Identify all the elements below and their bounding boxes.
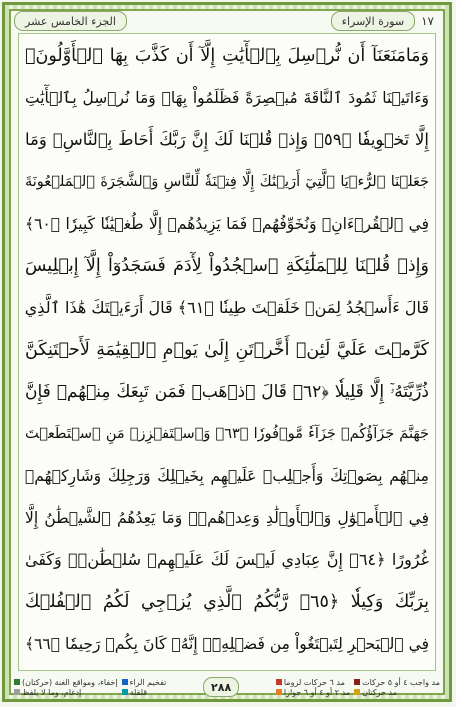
tajweed-legend-left-2 [122,678,167,697]
legend-label: مد ٢ أو ٤ أو ٦ جوازا [283,687,351,697]
color-swatch [276,679,282,685]
legend-label: تفخيم الراء [129,677,167,687]
legend-label: إدغام، وما لا يلفظ [22,687,82,697]
text-line: كَرَّمۡتَ عَلَيَّ لَئِنۡ أَخَّرۡتَنِ إِلَىٰ يَوۡمِ ٱلۡقِيَٰمَةِ لَأَحۡتَنِكَنَّ [25,340,429,360]
text-line: غُرُورًا ﴿٦٤﴾ إِنَّ عِبَادِي لَيۡسَ لَكَ عَلَيۡهِمۡ سُلۡطَٰنٞۚ وَكَفَىٰ [25,550,429,569]
juz-label: الجزء الخامس عشر [14,11,127,31]
legend-label: إخفاء، ومواقع الغنة (حركتان) [22,677,118,687]
text-line: وَءَاتَيۡنَا ثَمُودَ ٱلنَّاقَةَ مُبۡصِرَةً فَظَلَمُواْ بِهَاۚ وَمَا نُرۡسِلُ بِٱلۡأٓيَٰتِ [25,89,429,107]
text-line: فِي ٱلۡأَمۡوَٰلِ وَٱلۡأَوۡلَٰدِ وَعِدۡهُمۡۚ وَمَا يَعِدُهُمُ ٱلشَّيۡطَٰنُ إِلَّا [25,509,429,527]
text-line: وَمَامَنَعَنَآ أَن نُّرۡسِلَ بِٱلۡأٓيَٰتِ إِلَّآ أَن كَذَّبَ بِهَا ٱلۡأَوَّلُونَۚ [25,46,429,66]
text-line: قَالَ ءَأَسۡجُدُ لِمَنۡ خَلَقۡتَ طِينٗا ﴿٦١﴾ قَالَ أَرَءَيۡتَكَ هَٰذَا ٱلَّذِي [25,298,429,317]
legend-item [276,678,350,687]
legend-item [354,688,440,697]
text-line: إِلَّا تَخۡوِيفٗا ﴿٥٩﴾ وَإِذۡ قُلۡنَا لَكَ إِنَّ رَبَّكَ أَحَاطَ بِٱلنَّاسِۚ وَمَا [25,130,429,149]
color-swatch [354,689,360,695]
tajweed-legend-right-2 [354,678,440,697]
page-header [14,10,440,32]
legend-item [276,688,350,697]
color-swatch [276,689,282,695]
color-swatch [14,679,20,685]
color-swatch [354,679,360,685]
page-footer [14,676,440,698]
color-swatch [14,689,20,695]
text-line: بِرَبِّكَ وَكِيلٗا ﴿٦٥﴾ رَّبُّكُمُ ٱلَّذِي يُزۡجِي لَكُمُ ٱلۡفُلۡكَ [25,592,429,612]
legend-item [14,678,118,687]
page-number: ٢٨٨ [203,677,239,697]
surah-label: سورة الإسراء [331,11,415,31]
header-page-number: ١٧ [421,14,434,28]
text-line: مِنۡهُم بِصَوۡتِكَ وَأَجۡلِبۡ عَلَيۡهِم بِخَيۡلِكَ وَرَجِلِكَ وَشَارِكۡهُمۡ [25,467,429,485]
text-line: فِي ٱلۡقُرۡءَانِۚ وَنُخَوِّفُهُمۡ فَمَا يَزِيدُهُمۡ إِلَّا طُغۡيَٰنٗا كَبِيرٗا ﴿٦٠﴾ [25,215,429,233]
legend-label: مد ٦ حركات لزوما [283,677,345,687]
legend-item [122,688,167,697]
color-swatch [122,679,128,685]
tajweed-legend-right [276,678,350,697]
text-line: جَهَنَّمَ جَزَآؤُكُمۡ جَزَآءٗ مَّوۡفُورٗا ﴿٦٣﴾ وَٱسۡتَفۡزِزۡ مَنِ ٱسۡتَطَعۡتَ [25,426,429,442]
legend-item [122,678,167,687]
color-swatch [122,689,128,695]
text-line: وَإِذۡ قُلۡنَا لِلۡمَلَٰٓئِكَةِ ٱسۡجُدُواْ لِأٓدَمَ فَسَجَدُوٓاْ إِلَّآ إِبۡلِيسَ [25,256,429,276]
legend-item [354,678,440,687]
legend-item [14,688,118,697]
quran-text-area [18,33,436,671]
tajweed-legend-left [14,678,118,697]
legend-label: مد واجب ٤ أو ٥ حركات [362,677,440,687]
legend-label: قلقلة [129,687,148,697]
text-line: ذُرِّيَّتَهُۥٓ إِلَّا قَلِيلٗا ﴿٦٢﴾ قَالَ ٱذۡهَبۡ فَمَن تَبِعَكَ مِنۡهُمۡ فَإِنَّ [25,382,429,402]
legend-label: مد حركتان [362,687,397,697]
text-line: جَعَلۡنَا ٱلرُّءۡيَا ٱلَّتِيٓ أَرَيۡنَٰكَ إِلَّا فِتۡنَةٗ لِّلنَّاسِ وَٱلشَّجَرَةَ ٱلۡمَلۡعُونَةَ [25,174,429,190]
text-line: فِي ٱلۡبَحۡرِ لِتَبۡتَغُواْ مِن فَضۡلِهِۦٓۚ إِنَّهُۥ كَانَ بِكُمۡ رَحِيمٗا ﴿٦٦﴾ [25,635,429,653]
